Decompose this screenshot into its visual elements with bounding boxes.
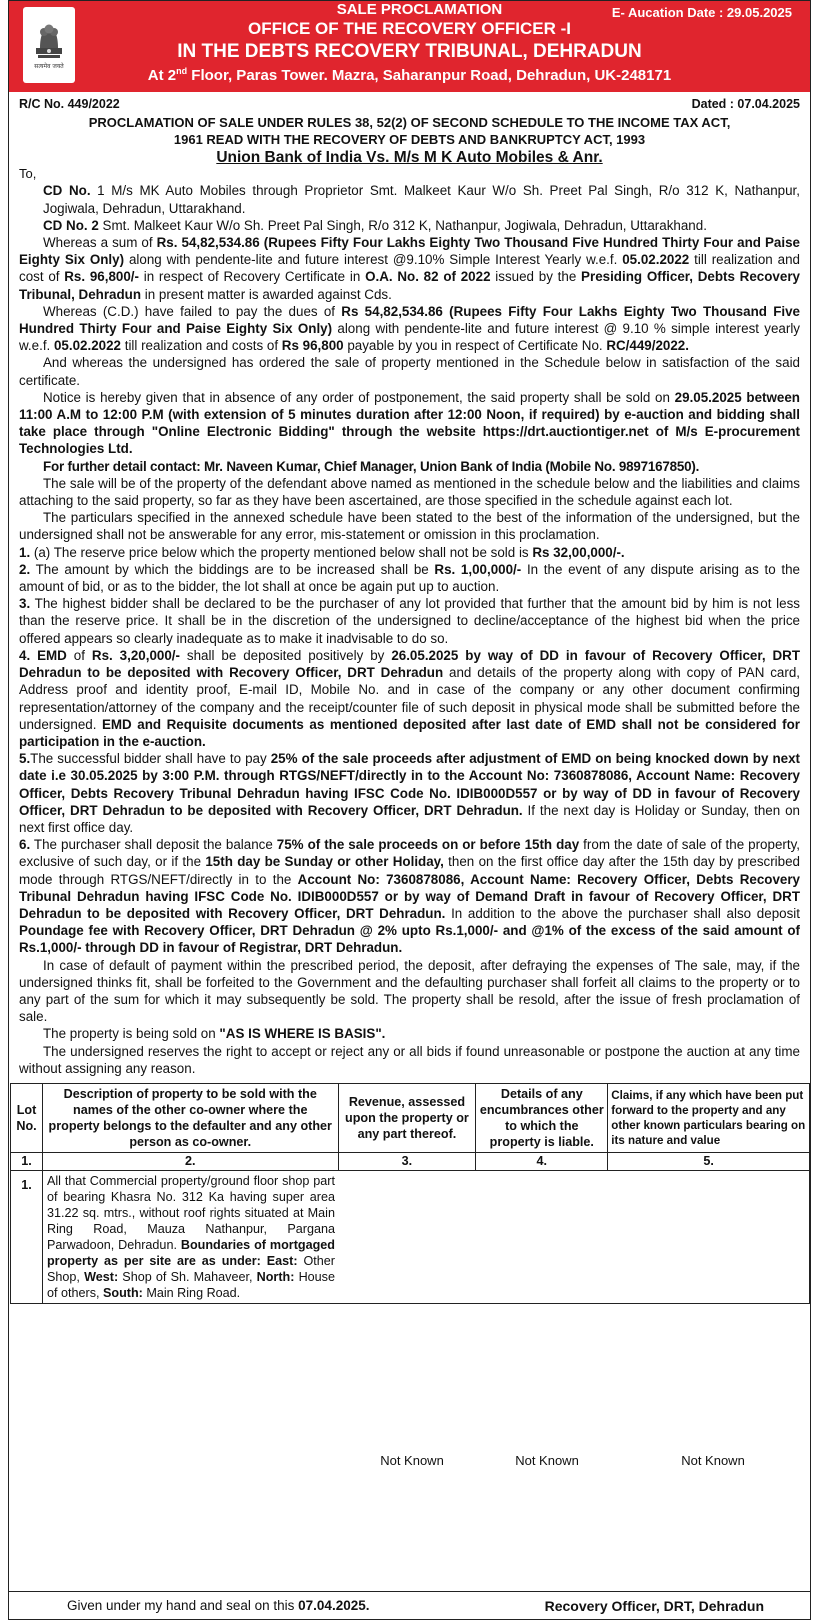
header-revenue: Revenue, assessed upon the property or any part thereof.: [338, 1083, 476, 1152]
item-4-emd: 4. EMD of Rs. 3,20,000/- shall be deposited positively by 26.05.2025 by way of DD in favour of Recovery Officer, DRT Dehradun to be deposited with Recovery Officer, DRT Dehradun and details of the property along with copy of PAN card, Address proof and identity proof, E-mail ID, Mobile No. and in case of the company or any other document confirming representation/attorney of the company and the receipt/counter file of such deposit in physical mode shall be submitted before the undersigned. EMD and Requisite documents as mentioned deposited after last date of EMD shall not be considered for participation in the e-auction.: [19, 647, 800, 749]
revenue-value: Not Known: [380, 1453, 444, 1468]
proclamation-title: PROCLAMATION OF SALE UNDER RULES 38, 52(2) OF SECOND SCHEDULE TO THE INCOME TAX ACT, 1961 READ WITH THE RECOVERY OF DEBTS AND BANKRUPTCY ACT, 1993: [88, 115, 731, 148]
para-particulars: The particulars specified in the annexed schedule have been stated to the best of the information of the undersigned, but the undersigned shall not be answerable for any error, mis-statement or omission in this proclamation.: [19, 510, 800, 543]
item-3-highest-bidder: 3. The highest bidder shall be declared to be the purchaser of any lot provided that further that the amount bid by him is not less than the reserve price. It shall be in the discretion of the undersigned to decline/acceptance of the highest bid when the price offered appears so clearly inadequate as to make it inadvisable to do so.: [19, 596, 800, 646]
emblem-motto: सत्यमेव जयते: [34, 63, 64, 70]
para-whereas-sum: Whereas a sum of Rs. 54,82,534.86 (Rupees Fifty Four Lakhs Eighty Two Thousand Five Hundred Thirty Four and Paise Eighty Six Only) along with pendente-lite and future interest @9.10% Simple Interest Yearly w.e.f. 05.02.2022 till realization and cost of Rs. 96,800/- in respect of Recovery Certificate in O.A. No. 82 of 2022 issued by the Presiding Officer, Debts Recovery Tribunal, Dehradun in present matter is awarded against Cds.: [19, 235, 800, 302]
tribunal-address: At 2nd Floor, Paras Tower. Mazra, Saharanpur Road, Dehradun, UK-248171: [147, 66, 672, 84]
item-2-bid-increment: 2. The amount by which the biddings are to be increased shall be Rs. 1,00,000/- In the event of any dispute arising as to the amount of bid, or as to the bidder, the lot shall at once be again put up to auction.: [19, 561, 800, 595]
para-ordered-sale: And whereas the undersigned has ordered the sale of property mentioned in the Schedule below in satisfaction of the said certificate.: [19, 355, 800, 388]
lot-number: 1.: [11, 1171, 43, 1304]
header-banner: [9, 1, 810, 92]
office-name: OFFICE OF THE RECOVERY OFFICER -I: [247, 19, 572, 38]
signature-footer: [9, 1591, 810, 1619]
schedule-number-row: 1. 2. 3. 4. 5.: [11, 1152, 810, 1170]
signatory: Recovery Officer, DRT, Dehradun: [544, 1597, 764, 1614]
para-reserves-right: The undersigned reserves the right to accept or reject any or all bids if found unreasonable or postpone the auction at any time without assigning any reason.: [19, 1043, 800, 1076]
rc-number: R/C No. 449/2022: [19, 97, 120, 111]
property-description: All that Commercial property/ground floor shop part of bearing Khasra No. 312 Ka having super area 31.22 sq. mtrs., without roof rights situated at Main Ring Road, Mauza Nathanpur, Pargana Parwadoon, Dehradun. Boundaries of mortgaged property as per site are as under: East: Other Shop, West: Shop of Sh. Mahaveer, North: House of others, South: Main Ring Road.: [42, 1171, 809, 1304]
header-claims: Claims, if any which have been put forward to the property and any other known particulars bearing on its nature and value: [608, 1083, 810, 1152]
item-6-balance: 6. The purchaser shall deposit the balance 75% of the sale proceeds on or before 15th day from the date of sale of the property, exclusive of such day, or if the 15th day be Sunday or other Holiday, then on the first office day after the 15th day by prescribed mode through RTGS/NEFT/directly in to the Account No: 7360878086, Account Name: Recovery Officer, Debts Recovery Tribunal Dehradun having IFSC Code No. IDIB000D557 or by way of Demand Draft in favour of Recovery Officer, DRT Dehradun to be deposited with Recovery Officer, DRT Dehradun. In addition to the above the purchaser shall also deposit Poundage fee with Recovery Officer, DRT Dehradun @ 2% upto Rs.1,000/- and @1% of the excess of the said amount of Rs.1,000/- through DD in favour of Registrar, DRT Dehradun.: [19, 837, 800, 956]
addressee-to: To,: [19, 166, 37, 182]
proclamation-body: [9, 92, 810, 1304]
case-title: Union Bank of India Vs. M/s M K Auto Mobiles & Anr.: [216, 149, 603, 167]
header-lot-no: Lot No.: [11, 1083, 43, 1152]
given-under-hand: Given under my hand and seal on this 07.04.2025.: [67, 1598, 370, 1613]
tribunal-name: IN THE DEBTS RECOVERY TRIBUNAL, DEHRADUN: [177, 41, 642, 62]
header-title: SALE PROCLAMATION: [336, 1, 503, 18]
cd-1: CD No. 1 M/s MK Auto Mobiles through Proprietor Smt. Malkeet Kaur W/o Sh. Preet Pal Singh, R/o 312 K, Nathanpur, Jogiwala, Dehradun, Uttarakhand.: [43, 183, 800, 216]
claims-value: Not Known: [681, 1453, 745, 1468]
schedule-header-row: [11, 1083, 810, 1152]
table-row: [11, 1171, 810, 1304]
para-whereas-failed: Whereas (C.D.) have failed to pay the dues of Rs 54,82,534.86 (Rupees Fifty Four Lakhs Eighty Two Thousand Five Hundred Thirty Four and Paise Eighty Six Only) along with pendente-lite and future interest @ 9.10 % simple interest yearly w.e.f. 05.02.2022 till realization and costs of Rs 96,800 payable by you in respect of Certificate No. RC/449/2022.: [19, 303, 801, 354]
para-sale-property: The sale will be of the property of the defendant above named as mentioned in the schedule below and the liabilities and claims attaching to the said property, so far as they have been ascertained, are those specified in the schedule against each lot.: [19, 475, 800, 509]
contact-line: For further detail contact: Mr. Naveen Kumar, Chief Manager, Union Bank of India (Mobile No. 9897167850).: [43, 458, 700, 474]
header-description: Description of property to be sold with the names of the other co-owner where the property belongs to the defaulter and any other person as co-owner.: [42, 1083, 338, 1152]
property-schedule-table: [10, 1083, 810, 1304]
item-1-reserve-price: 1. (a) The reserve price below which the property mentioned below shall not be sold is Rs 32,00,000/-.: [19, 544, 625, 560]
para-default: In case of default of payment within the prescribed period, the deposit, after defraying the expenses of The sale, may, if the undersigned thinks fit, shall be forfeited to the Government and the defaulting purchaser shall forfeit all claims to the property or to any part of the sum for which it may subsequently be sold. The property shall be resold, after the issue of fresh proclamation of sale.: [19, 957, 800, 1025]
para-notice: Notice is hereby given that in absence of any order of postponement, the said property shall be sold on 29.05.2025 between 11:00 A.M to 12:00 P.M (with extension of 5 minutes duration after 12:00 Noon, if required) by e-auction and bidding shall take place through "Online Electronic Bidding" through the website https://drt.auctiontiger.net of M/s E-procurement Technologies Ltd.: [19, 389, 800, 457]
cd-2: CD No. 2 Smt. Malkeet Kaur W/o Sh. Preet Pal Singh, R/o 312 K, Nathanpur, Jogiwala, Dehradun, Uttarakhand.: [43, 217, 707, 233]
dated: Dated : 07.04.2025: [691, 97, 800, 111]
para-as-is: The property is being sold on "AS IS WHERE IS BASIS".: [43, 1026, 386, 1042]
encumbrances-value: Not Known: [515, 1453, 579, 1468]
auction-date: E- Aucation Date : 29.05.2025: [611, 5, 792, 20]
sale-proclamation-page: [8, 0, 811, 1620]
header-encumbrances: Details of any encumbrances other to which the property is liable.: [476, 1083, 608, 1152]
item-5-payment: 5.The successful bidder shall have to pay 25% of the sale proceeds after adjustment of EMD on being knocked down by next date i.e 30.05.2025 by 3:00 P.M. through RTGS/NEFT/directly in to the Account No: 7360878086, Account Name: Recovery Officer, Debts Recovery Tribunal Dehradun having IFSC Code No. IDIB000D557 or by way of DD in favour of Recovery Officer, DRT Dehradun to be deposited with Recovery Officer, DRT Dehradun. If the next day is Holiday or Sunday, then on next first office day.: [19, 751, 800, 835]
